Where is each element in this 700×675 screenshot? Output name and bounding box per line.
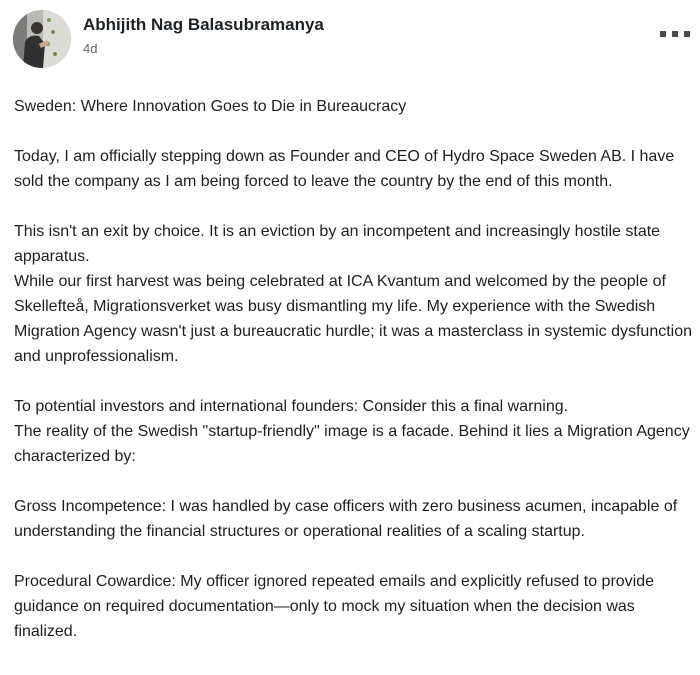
- avatar[interactable]: [13, 10, 71, 68]
- more-horizontal-icon: [672, 31, 678, 37]
- post-paragraph: Gross Incompetence: I was handled by case officers with zero business acumen, incapable of understanding the financial structures or operational realities of a scaling startup.: [14, 498, 678, 540]
- avatar-photo-icon: [13, 10, 71, 68]
- post-timestamp: 4d: [83, 41, 98, 56]
- more-horizontal-icon: [660, 31, 666, 37]
- post-paragraph: This isn't an exit by choice. It is an eviction by an incompetent and increasingly hostile state apparatus.: [14, 223, 661, 265]
- post-paragraph: While our first harvest was being celebrated at ICA Kvantum and welcomed by the people of Skellefteå, Migrationsverket was busy dismantling my life. My experience with the Swedish Migration Agency wasn't just a bureaucratic hurdle; it was a masterclass in systemic dysfunction and unprofessionalism.: [14, 273, 693, 365]
- author-name[interactable]: Abhijith Nag Balasubramanya: [83, 15, 324, 34]
- post-paragraph: Today, I am officially stepping down as Founder and CEO of Hydro Space Sweden AB. I have sold the company as I am being forced to leave the country by the end of this month.: [14, 148, 675, 190]
- post-header: [0, 0, 700, 80]
- post-paragraph: The reality of the Swedish "startup-friendly" image is a facade. Behind it lies a Migration Agency characterized by:: [14, 423, 690, 465]
- more-horizontal-icon: [684, 31, 690, 37]
- more-options-button[interactable]: [660, 26, 690, 42]
- post-body: [14, 94, 700, 669]
- post-paragraph: Procedural Cowardice: My officer ignored repeated emails and explicitly refused to provide guidance on required documentation—only to mock my situation when the decision was finalized.: [14, 573, 655, 640]
- post-title: Sweden: Where Innovation Goes to Die in Bureaucracy: [14, 98, 407, 115]
- post-paragraph: To potential investors and international founders: Consider this a final warning.: [14, 398, 569, 415]
